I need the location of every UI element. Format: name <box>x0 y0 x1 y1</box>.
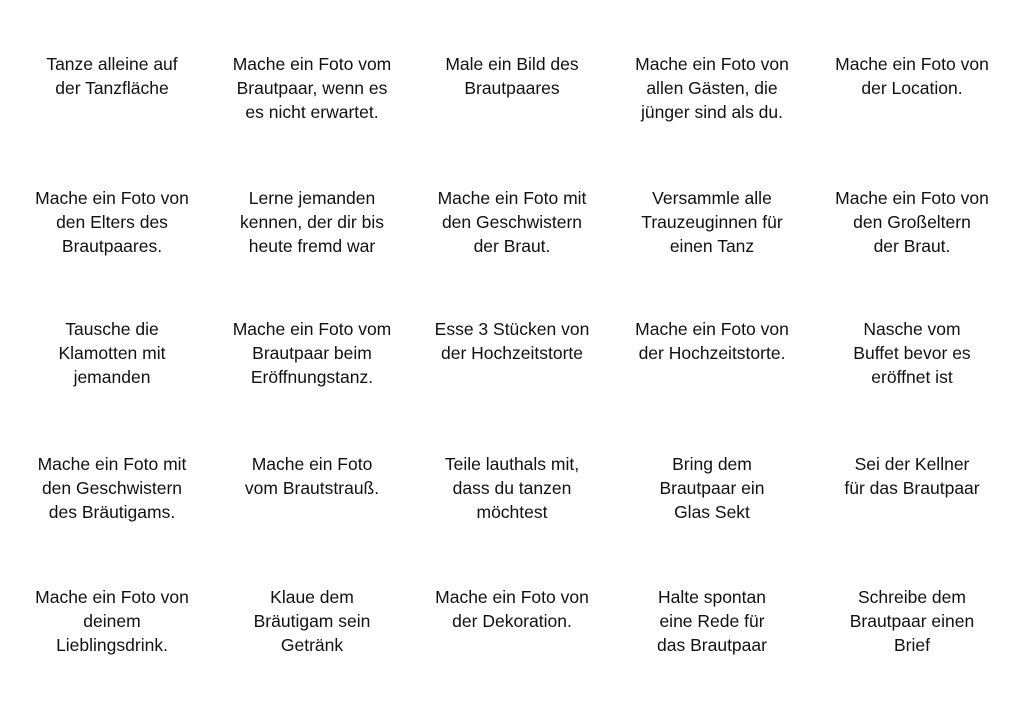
task-card: Mache ein Foto von den Elters des Brautpaares. <box>35 188 189 256</box>
task-card: Mache ein Foto vom Brautpaar beim Eröffnungstanz. <box>232 319 392 387</box>
task-card: Mache ein Foto von der Dekoration. <box>435 587 589 631</box>
task-card: Lerne jemanden kennen, der dir bis heute fremd war <box>240 188 384 256</box>
task-card: Mache ein Foto von allen Gästen, die jünger sind als du. <box>635 54 789 122</box>
task-card: Male ein Bild des Brautpaares <box>445 54 579 98</box>
task-card: Tanze alleine auf der Tanzfläche <box>46 54 178 98</box>
task-card: Mache ein Foto vom Brautstrauß. <box>244 454 380 498</box>
task-card: Mache ein Foto von der Location. <box>835 54 989 98</box>
task-card: Mache ein Foto von der Hochzeitstorte. <box>635 319 789 363</box>
task-card: Nasche vom Buffet bevor es eröffnet ist <box>853 319 971 387</box>
task-card: Bring dem Brautpaar ein Glas Sekt <box>659 454 765 522</box>
task-card: Mache ein Foto vom Brautpaar, wenn es es nicht erwartet. <box>232 54 392 122</box>
task-card: Esse 3 Stücken von der Hochzeitstorte <box>434 319 590 363</box>
task-card: Schreibe dem Brautpaar einen Brief <box>849 587 975 655</box>
task-card: Sei der Kellner für das Brautpaar <box>844 454 980 498</box>
task-card: Mache ein Foto von deinem Lieblingsdrink. <box>35 587 189 655</box>
task-card: Mache ein Foto mit den Geschwistern des Bräutigams. <box>37 454 187 522</box>
task-card: Klaue dem Bräutigam sein Getränk <box>253 587 371 655</box>
task-card: Teile lauthals mit, dass du tanzen möchtest <box>444 454 580 522</box>
task-card-grid <box>12 52 1012 717</box>
task-card: Tausche die Klamotten mit jemanden <box>58 319 166 387</box>
task-card: Versammle alle Trauzeuginnen für einen Tanz <box>641 188 783 256</box>
task-card: Mache ein Foto von den Großeltern der Braut. <box>835 188 989 256</box>
task-card: Halte spontan eine Rede für das Brautpaar <box>657 587 767 655</box>
task-card: Mache ein Foto mit den Geschwistern der Braut. <box>437 188 587 256</box>
